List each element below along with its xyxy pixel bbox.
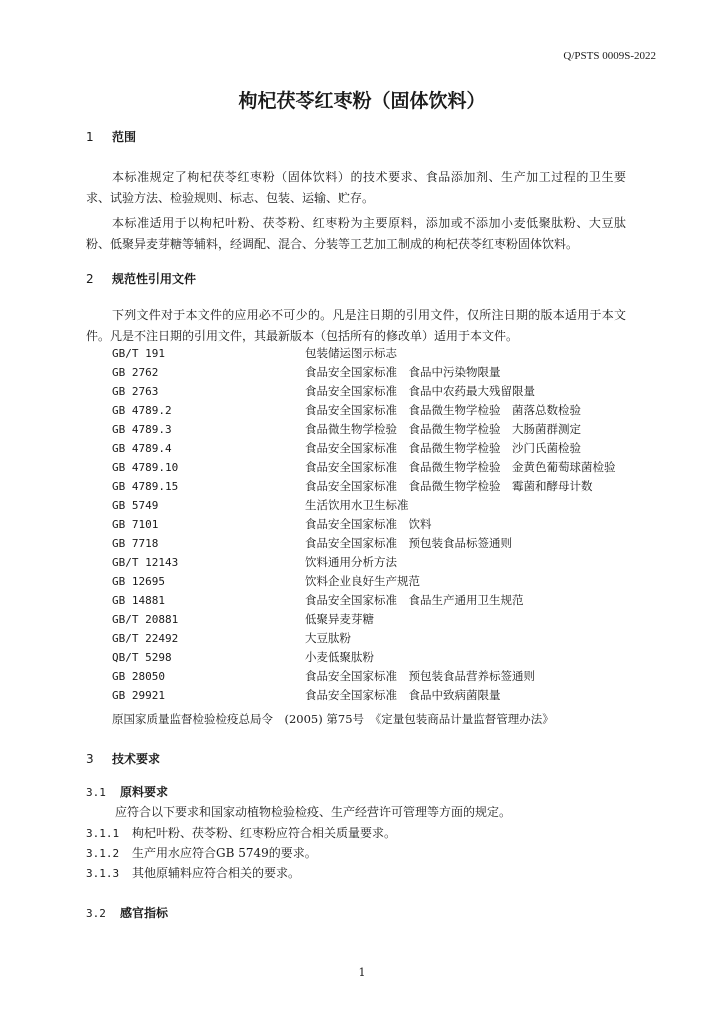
reference-name: 饮料通用分析方法: [305, 555, 397, 569]
reference-name: 食品安全国家标准 食品微生物学检验 沙门氏菌检验: [305, 441, 581, 455]
subsection-3-1-heading: [86, 783, 168, 800]
section-number: 3: [86, 752, 94, 766]
section-title: 规范性引用文件: [112, 272, 197, 286]
reference-name: 食品安全国家标准 预包装食品营养标签通则: [305, 669, 535, 683]
scope-paragraph-1: 本标准规定了枸杞茯苓红枣粉（固体饮料）的技术要求、食品添加剂、生产加工过程的卫生要求、试验方法、检验规则、标志、包装、运输、贮存。: [86, 170, 626, 205]
reference-row: [112, 629, 672, 648]
section-1-heading: [86, 128, 136, 145]
reference-row: [112, 458, 672, 477]
reference-name: 食品安全国家标准 食品中致病菌限量: [305, 688, 501, 702]
reference-code: GB 28050: [112, 670, 165, 683]
reference-code: GB 14881: [112, 594, 165, 607]
reference-row: [112, 572, 672, 591]
document-title: 枸杞茯苓红枣粉（固体饮料）: [238, 90, 486, 112]
reference-code: GB 4789.10: [112, 461, 179, 474]
reference-name: 食品安全国家标准 食品微生物学检验 金黄色葡萄球菌检验: [305, 460, 616, 474]
reference-name: 食品安全国家标准 饮料: [305, 517, 432, 531]
section-title: 技术要求: [112, 752, 161, 766]
raw-material-requirement: 应符合以下要求和国家动植物检验检疫、生产经营许可管理等方面的规定。: [115, 805, 512, 819]
reference-row: [112, 363, 672, 382]
clause-number: 3.1.3: [86, 867, 120, 880]
reference-row: [112, 496, 672, 515]
reference-code: GB/T 12143: [112, 556, 179, 569]
clause-text: 其他原辅料应符合相关的要求。: [132, 866, 301, 880]
references-intro: 下列文件对于本文件的应用必不可少的。凡是注日期的引用文件，仅所注日期的版本适用于本文件。凡是不注日期的引用文件，其最新版本（包括所有的修改单）适用于本文件。: [86, 308, 626, 343]
subsection-number: 3.1: [86, 786, 106, 799]
section-number: 1: [86, 130, 94, 144]
reference-row: [112, 648, 672, 667]
subsection-3-2-heading: [86, 904, 168, 921]
reference-name: 饮料企业良好生产规范: [305, 574, 420, 588]
reference-row: [112, 610, 672, 629]
reference-code: GB 5749: [112, 499, 159, 512]
reference-code: GB 4789.4: [112, 442, 172, 455]
reference-row: [112, 667, 672, 686]
reference-name: 食品安全国家标准 食品微生物学检验 霉菌和酵母计数: [305, 479, 593, 493]
reference-row: [112, 382, 672, 401]
reference-row: [112, 686, 672, 705]
reference-row: [112, 439, 672, 458]
clause-3-1-3: [86, 864, 300, 881]
reference-code: GB 4789.3: [112, 423, 172, 436]
reference-name: 食品安全国家标准 食品微生物学检验 菌落总数检验: [305, 403, 581, 417]
reference-code: GB 29921: [112, 689, 165, 702]
reference-row: [112, 515, 672, 534]
clause-text: 枸杞叶粉、茯苓粉、红枣粉应符合相关质量要求。: [132, 826, 397, 840]
section-2-heading: [86, 270, 196, 287]
reference-note: 原国家质量监督检验检疫总局令 (2005) 第75号 《定量包装商品计量监督管理办法》: [112, 712, 554, 726]
reference-name: 包装储运图示标志: [305, 346, 397, 360]
reference-code: GB/T 20881: [112, 613, 179, 626]
page-number: 1: [358, 966, 366, 979]
reference-row: [112, 477, 672, 496]
reference-row: [112, 420, 672, 439]
reference-code: GB 4789.15: [112, 480, 179, 493]
section-number: 2: [86, 272, 94, 286]
reference-code: GB 4789.2: [112, 404, 172, 417]
section-title: 范围: [112, 130, 137, 144]
reference-name: 食品安全国家标准 食品中农药最大残留限量: [305, 384, 535, 398]
reference-row: [112, 553, 672, 572]
clause-3-1-1: [86, 824, 396, 841]
clause-text: 生产用水应符合GB 5749的要求。: [132, 846, 317, 860]
reference-row: [112, 401, 672, 420]
reference-name: 食品安全国家标准 食品生产通用卫生规范: [305, 593, 524, 607]
reference-name: 大豆肽粉: [305, 631, 351, 645]
reference-code: GB 7101: [112, 518, 159, 531]
clause-number: 3.1.2: [86, 847, 120, 860]
reference-row: [112, 344, 672, 363]
reference-code: QB/T 5298: [112, 651, 172, 664]
reference-code: GB 2762: [112, 366, 159, 379]
subsection-title: 感官指标: [120, 906, 169, 920]
reference-name: 食品微生物学检验 食品微生物学检验 大肠菌群测定: [305, 422, 581, 436]
subsection-title: 原料要求: [120, 785, 169, 799]
reference-name: 小麦低聚肽粉: [305, 650, 374, 664]
reference-name: 低聚异麦芽糖: [305, 612, 374, 626]
reference-code: GB 7718: [112, 537, 159, 550]
reference-code: GB 12695: [112, 575, 165, 588]
reference-code: GB/T 191: [112, 347, 165, 360]
reference-name: 食品安全国家标准 预包装食品标签通则: [305, 536, 512, 550]
reference-code: GB/T 22492: [112, 632, 179, 645]
standard-code: Q/PSTS 0009S-2022: [563, 50, 656, 62]
scope-paragraph-2: 本标准适用于以枸杞叶粉、茯苓粉、红枣粉为主要原料，添加或不添加小麦低聚肽粉、大豆肽粉、低聚异麦芽糖等辅料，经调配、混合、分装等工艺加工制成的枸杞茯苓红枣粉固体饮料。: [86, 216, 626, 251]
reference-row: [112, 591, 672, 610]
reference-name: 生活饮用水卫生标准: [305, 498, 409, 512]
clause-number: 3.1.1: [86, 827, 120, 840]
clause-3-1-2: [86, 844, 317, 861]
reference-name: 食品安全国家标准 食品中污染物限量: [305, 365, 501, 379]
reference-row: [112, 534, 672, 553]
section-3-heading: [86, 750, 160, 767]
subsection-number: 3.2: [86, 907, 106, 920]
reference-code: GB 2763: [112, 385, 159, 398]
